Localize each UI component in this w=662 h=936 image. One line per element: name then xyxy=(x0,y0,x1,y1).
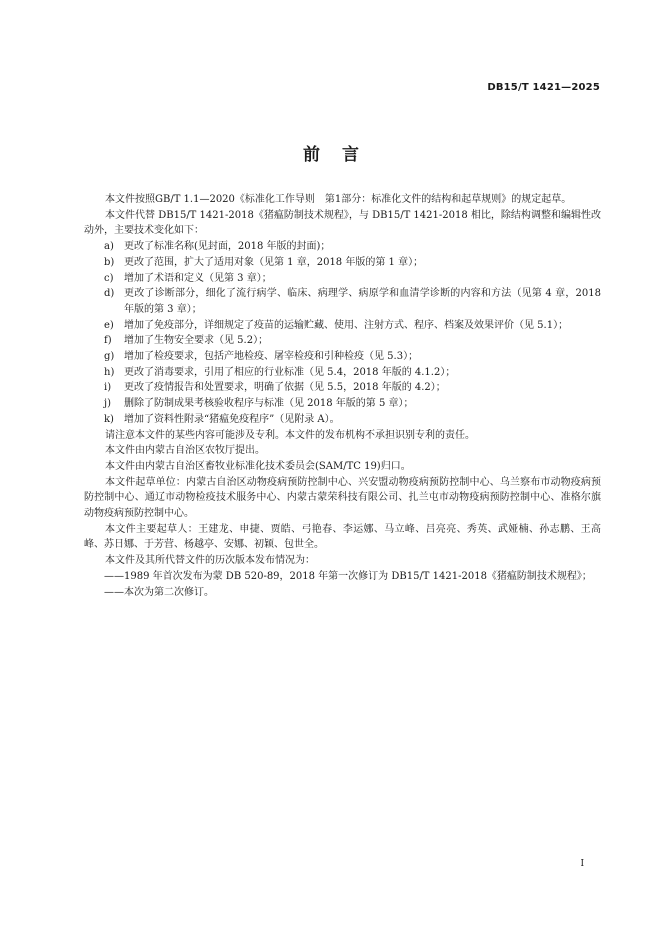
list-marker: h) xyxy=(104,366,115,378)
list-item xyxy=(84,412,601,428)
list-marker: a) xyxy=(104,241,114,253)
list-marker: f) xyxy=(104,335,112,347)
list-marker: i) xyxy=(104,382,112,394)
patent-notice: 请注意本文件的某些内容可能涉及专利。本文件的发布机构不承担识别专利的责任。 xyxy=(105,429,475,441)
version-history-heading: 本文件及其所代替文件的历次版本发布情况为： xyxy=(105,555,315,567)
list-item xyxy=(84,396,601,412)
list-item-text: 更改了范围，扩大了适用对象（见第 1 章，2018 年版的第 1 章）； xyxy=(124,256,424,268)
history-item: ——本次为第二次修订。 xyxy=(104,586,214,598)
list-item-text: 更改了消毒要求，引用了相应的行业标准（见 5.4，2018 年版的 4.1.2）； xyxy=(124,366,456,378)
technical-committee-paragraph: 本文件由内蒙古自治区畜牧业标准化技术委员会(SAM/TC 19)归口。 xyxy=(105,460,411,472)
list-item-text: 删除了防制成果考核验收程序与标准（见 2018 年版的第 5 章）； xyxy=(124,398,414,410)
list-item-text: 增加了检疫要求，包括产地检疫、屠宰检疫和引种检疫（见 5.3）； xyxy=(124,351,419,363)
foreword-body xyxy=(84,192,601,600)
list-marker: b) xyxy=(104,256,115,268)
page-title: 前言 xyxy=(303,145,381,165)
intro-paragraph-2: 本文件代替 DB15/T 1421-2018《猪瘟防制技术规程》，与 DB15/T 1421-2018 相比，除结构调整和编辑性改动外，主要技术变化如下： xyxy=(84,209,601,237)
list-item-text: 增加了免疫部分，详细规定了疫苗的运输贮藏、使用、注射方式、程序、档案及效果评价（见 5.1）； xyxy=(124,319,569,331)
list-item xyxy=(84,349,601,365)
list-item xyxy=(84,255,601,271)
list-item xyxy=(84,271,601,287)
intro-paragraph-1: 本文件按照GB/T 1.1—2020《标准化工作导则 第1部分：标准化文件的结构和起草规则》的规定起草。 xyxy=(105,194,572,205)
list-marker: k) xyxy=(104,413,114,425)
list-item-text: 增加了生物安全要求（见 5.2）； xyxy=(124,335,269,347)
page-number: I xyxy=(580,859,584,869)
changes-list xyxy=(84,239,601,427)
proposer-paragraph: 本文件由内蒙古自治区农牧厅提出。 xyxy=(105,445,265,457)
list-item xyxy=(84,365,601,381)
list-item-text: 更改了疫情报告和处置要求，明确了依据（见 5.5，2018 年版的 4.2）； xyxy=(124,382,446,394)
list-item xyxy=(84,286,601,317)
list-item xyxy=(84,333,601,349)
list-item-text: 增加了资料性附录“猪瘟免疫程序”（见附录 A）。 xyxy=(124,413,340,425)
list-marker: c) xyxy=(104,272,114,284)
drafting-units-paragraph: 本文件起草单位：内蒙古自治区动物疫病预防控制中心、兴安盟动物疫病预防控制中心、乌兰察布市动物疫病预防控制中心、通辽市动物检疫技术服务中心、内蒙古蒙荣科技有限公司、扎兰屯市动物疫病预防控制中心、准格尔旗动物疫病预防控制中心。 xyxy=(84,476,601,520)
list-marker: d) xyxy=(104,288,115,300)
list-item xyxy=(84,318,601,334)
drafters-paragraph: 本文件主要起草人：王建龙、申捷、贾皓、弓艳春、李运娜、马立峰、吕亮亮、秀英、武娅楠、孙志鹏、王高峰、苏日娜、于芳营、杨越亭、安娜、初颖、包世全。 xyxy=(84,523,601,551)
list-item-text: 增加了术语和定义（见第 3 章）； xyxy=(124,272,272,284)
list-marker: e) xyxy=(104,319,114,331)
list-item xyxy=(84,239,601,255)
document-code: DB15/T 1421—2025 xyxy=(487,82,600,93)
list-item-text: 更改了标准名称(见封面，2018 年版的封面)； xyxy=(124,241,331,253)
list-marker: j) xyxy=(104,398,112,410)
version-history-list xyxy=(84,569,601,600)
history-item: ——1989 年首次发布为蒙 DB 520-89，2018 年第一次修订为 DB15/T 1421-2018《猪瘟防制技术规程》； xyxy=(104,570,592,582)
list-marker: g) xyxy=(104,351,115,363)
list-item-text: 更改了诊断部分，细化了流行病学、临床、病理学、病原学和血清学诊断的内容和方法（见第 4 章，2018 年版的第 3 章）； xyxy=(124,288,601,315)
list-item xyxy=(84,380,601,396)
